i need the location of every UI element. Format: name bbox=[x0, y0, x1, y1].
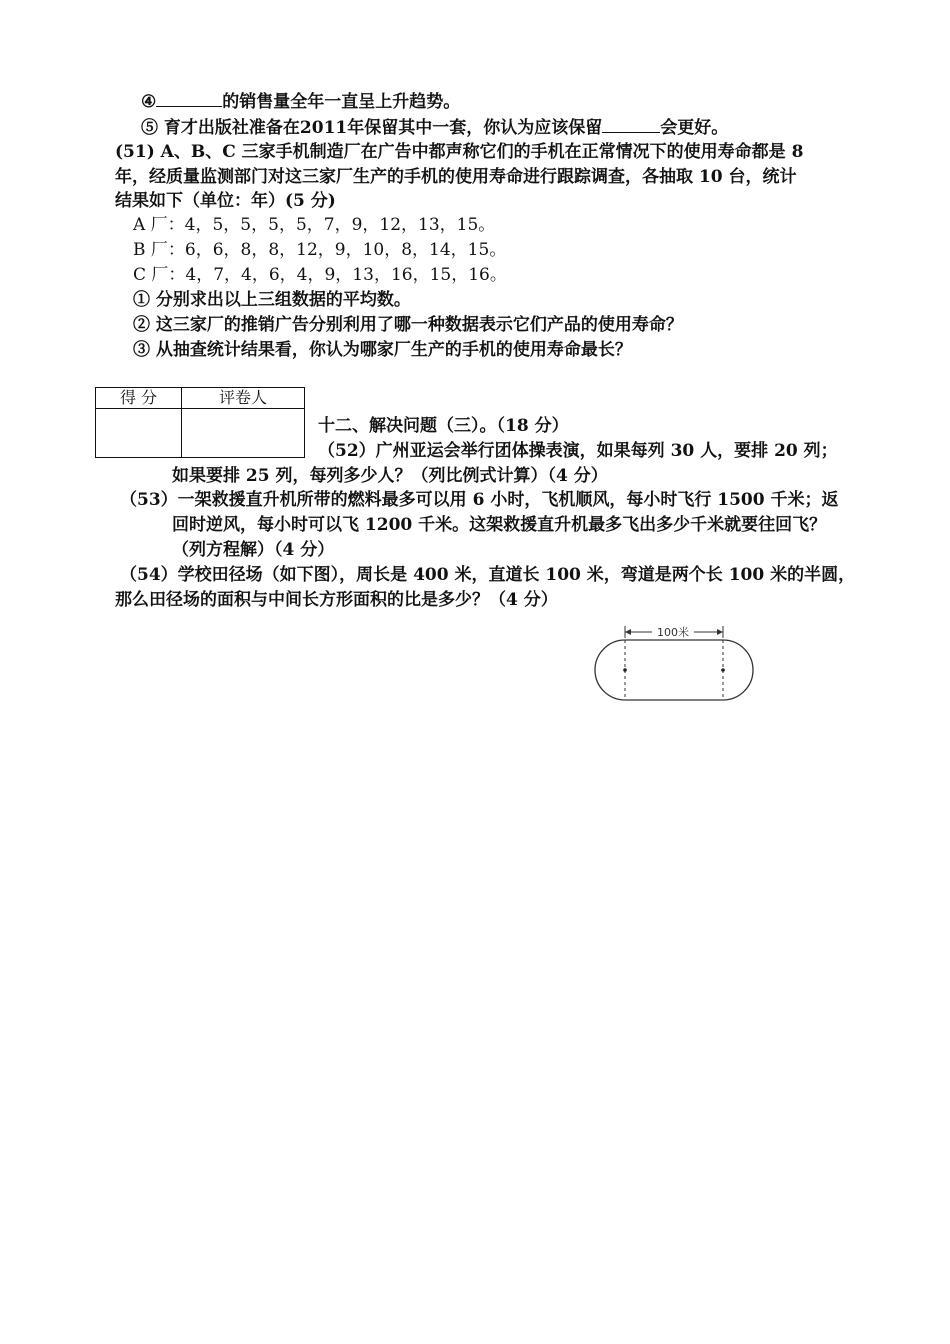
q51-factory-c: C 厂：4，7，4，6，4，9，13，16，15，16。 bbox=[133, 265, 507, 285]
q52-line-2: 如果要排 25 列，每列多少人？（列比例式计算）（4 分） bbox=[172, 466, 608, 486]
q51-line-2: 年，经质量监测部门对这三家厂生产的手机的使用寿命进行跟踪调查，各抽取 10 台，统计 bbox=[115, 167, 797, 187]
track-outline bbox=[595, 640, 753, 700]
grader-header: 评卷人 bbox=[182, 388, 305, 409]
q50-item-4-text: 的销售量全年一直呈上升趋势。 bbox=[222, 92, 461, 112]
q51-sub-3: ③ 从抽查统计结果看，你认为哪家厂生产的手机的使用寿命最长？ bbox=[133, 340, 632, 360]
q51-line-1: (51) A、B、C 三家手机制造厂在广告中都声称它们的手机在正常情况下的使用寿命都是 8 bbox=[115, 142, 804, 162]
q51-factory-a: A 厂：4，5，5，5，5，7，9，12，13，15。 bbox=[133, 215, 496, 235]
q50-item-5-text-before: 育才出版社准备在2011年保留其中一套，你认为应该保留 bbox=[163, 118, 603, 138]
q51-sub-1: ① 分别求出以上三组数据的平均数。 bbox=[133, 290, 411, 310]
section-12-title: 十二、解决问题（三）。（18 分） bbox=[318, 416, 569, 436]
q50-item-5 bbox=[141, 114, 728, 140]
q54-line-2: 那么田径场的面积与中间长方形面积的比是多少？（4 分） bbox=[115, 590, 558, 610]
left-center-dot bbox=[623, 668, 627, 672]
score-header: 得 分 bbox=[96, 388, 182, 409]
q53-line-3: （列方程解）（4 分） bbox=[172, 540, 335, 560]
track-length-label: 100米 bbox=[657, 626, 689, 639]
q51-factory-b: B 厂：6，6，8，8，12，9，10，8，14，15。 bbox=[133, 240, 507, 260]
q53-line-1: （53）一架救援直升机所带的燃料最多可以用 6 小时，飞机顺风，每小时飞行 1500 千米；返 bbox=[120, 490, 839, 510]
q52-line-1: （52）广州亚运会举行团体操表演，如果每列 30 人，要排 20 列； bbox=[318, 441, 838, 461]
q50-item-5-text-after: 会更好。 bbox=[660, 118, 729, 138]
q54-line-1: （54）学校田径场（如下图），周长是 400 米，直道长 100 米，弯道是两个长 100 米的半圆， bbox=[120, 565, 856, 585]
q51-sub-2: ② 这三家厂的推销广告分别利用了哪一种数据表示它们产品的使用寿命？ bbox=[133, 315, 683, 335]
q53-line-2: 回时逆风，每小时可以飞 1200 千米。这架救援直升机最多飞出多少千米就要往回飞？ bbox=[172, 515, 827, 535]
q50-item-4-mark: ④ bbox=[141, 92, 157, 112]
answer-blank-4[interactable] bbox=[156, 88, 222, 107]
track-figure bbox=[590, 618, 760, 708]
score-cell[interactable] bbox=[96, 409, 182, 458]
arrow-left-icon bbox=[625, 629, 631, 635]
grader-cell[interactable] bbox=[182, 409, 305, 458]
score-table bbox=[95, 387, 305, 458]
answer-blank-5[interactable] bbox=[602, 114, 660, 133]
right-center-dot bbox=[721, 668, 725, 672]
q50-item-5-mark: ⑤ bbox=[141, 118, 158, 138]
arrow-right-icon bbox=[717, 629, 723, 635]
q50-item-4 bbox=[141, 88, 460, 114]
q51-line-3: 结果如下（单位：年）(5 分) bbox=[115, 191, 336, 211]
